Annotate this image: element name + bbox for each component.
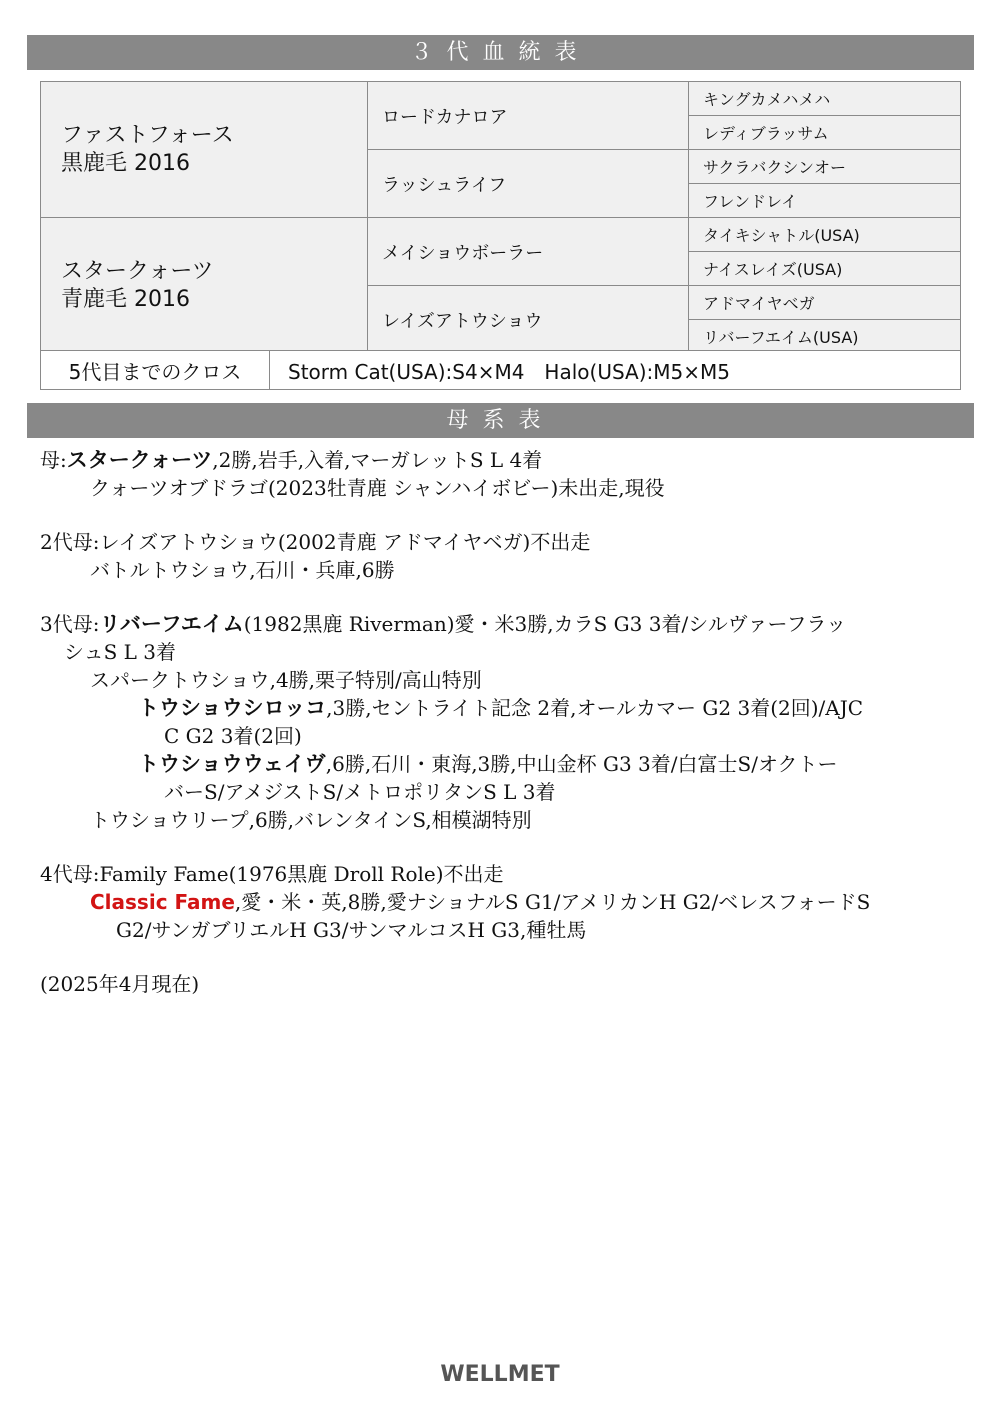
family-title: 母系表	[27, 403, 974, 438]
sire-dam-sire: サクラバクシンオー	[689, 150, 961, 184]
dam-sire-dam: ナイスレイズ(USA)	[689, 252, 961, 286]
cross-value: Storm Cat(USA):S4×M4 Halo(USA):M5×M5	[270, 351, 961, 390]
sire-sire-dam: レディブラッサム	[689, 116, 961, 150]
dam-sire: メイショウボーラー	[368, 218, 689, 286]
fourth-dam-line: 4代母:Family Fame(1976黒鹿 Droll Role)不出走	[40, 862, 504, 886]
third-dam-child-1: スパークトウショウ,4勝,栗子特別/高山特別	[90, 668, 482, 692]
dam-dam: レイズアトウショウ	[368, 286, 689, 354]
pedigree-title: ３代血統表	[27, 35, 974, 70]
third-dam-grandchild-1: トウショウシロッコ,3勝,セントライト記念 2着,オールカマー G2 3着(2回)/AJC	[138, 696, 864, 720]
fourth-dam-child-cont: G2/サンガブリエルH G3/サンマルコスH G3,種牡馬	[116, 918, 587, 942]
second-dam-line: 2代母:レイズアトウショウ(2002青鹿 アドマイヤベガ)不出走	[40, 530, 591, 554]
wellmet-logo: WELLMET	[440, 1362, 560, 1387]
dam-sire-sire: タイキシャトル(USA)	[689, 218, 961, 252]
dam-line: 母:スタークォーツ,2勝,岩手,入着,マーガレットS L 4着	[40, 448, 543, 472]
family-table	[40, 446, 965, 998]
sire-cell	[41, 82, 368, 218]
dam-detail: 青鹿毛 2016	[61, 286, 190, 312]
third-dam-line-cont: シュS L 3着	[64, 640, 177, 664]
sire-sire: ロードカナロア	[368, 82, 689, 150]
dam-dam-dam: リバーフエイム(USA)	[689, 320, 961, 354]
classic-fame-name: Classic Fame	[90, 890, 235, 914]
third-dam-line: 3代母:リバーフエイム(1982黒鹿 Riverman)愛・米3勝,カラS G3 3着/シルヴァーフラッ	[40, 612, 847, 636]
sire-detail: 黒鹿毛 2016	[61, 150, 190, 176]
dam-dam-sire: アドマイヤベガ	[689, 286, 961, 320]
fourth-dam-child: Classic Fame,愛・米・英,8勝,愛ナショナルS G1/アメリカンH G2/ベレスフォードS	[90, 890, 871, 914]
third-dam-grandchild-1-cont: C G2 3着(2回)	[164, 724, 302, 748]
cross-label: 5代目までのクロス	[41, 351, 270, 390]
third-dam-child-2: トウショウリープ,6勝,バレンタインS,相模湖特別	[90, 808, 532, 832]
sire-dam: ラッシュライフ	[368, 150, 689, 218]
as-of-note: (2025年4月現在)	[40, 972, 200, 996]
sire-dam-dam: フレンドレイ	[689, 184, 961, 218]
pedigree-table	[40, 81, 961, 354]
sire-sire-sire: キングカメハメハ	[689, 82, 961, 116]
second-dam-offspring: バトルトウショウ,石川・兵庫,6勝	[90, 558, 395, 582]
third-dam-grandchild-2-cont: バーS/アメジストS/メトロポリタンS L 3着	[164, 780, 556, 804]
dam-name: スタークォーツ	[61, 258, 214, 284]
third-dam-grandchild-2: トウショウウェイヴ,6勝,石川・東海,3勝,中山金杯 G3 3着/白富士S/オクトー	[138, 752, 838, 776]
dam-line-name: スタークォーツ	[66, 448, 213, 472]
dam-cell	[41, 218, 368, 354]
third-dam-name: リバーフエイム	[99, 612, 244, 636]
sire-name: ファストフォース	[61, 122, 234, 148]
cross-table	[40, 350, 961, 390]
dam-offspring: クォーツオブドラゴ(2023牡青鹿 シャンハイボビー)未出走,現役	[90, 476, 665, 500]
